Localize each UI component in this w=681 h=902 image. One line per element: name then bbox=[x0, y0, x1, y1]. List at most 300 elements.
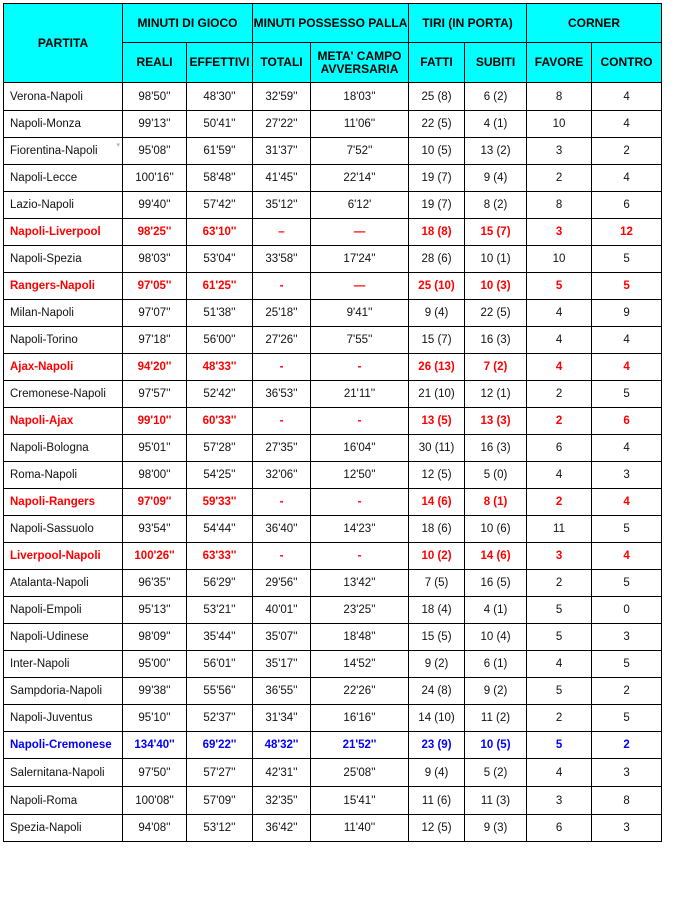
match-name: Napoli-Torino bbox=[10, 334, 78, 346]
meta-campo-cell: - bbox=[311, 408, 409, 435]
corner-contro-cell: 6 bbox=[592, 192, 662, 219]
effettivi-cell: 54'25'' bbox=[187, 462, 253, 489]
reali-cell: 95'08'' bbox=[123, 138, 187, 165]
corner-contro-cell: 5 bbox=[592, 273, 662, 300]
header-minuti-di-gioco: MINUTI DI GIOCO bbox=[123, 4, 253, 43]
effettivi-cell: 59'33'' bbox=[187, 489, 253, 516]
match-name: Napoli-Lecce bbox=[10, 172, 78, 184]
meta-campo-cell: 9'41'' bbox=[311, 300, 409, 327]
meta-campo-cell: 21'52'' bbox=[311, 732, 409, 759]
match-cell bbox=[4, 408, 123, 435]
corner-favore-cell: 2 bbox=[527, 165, 592, 192]
tiri-subiti-cell: 13 (3) bbox=[465, 408, 527, 435]
reali-cell: 97'09'' bbox=[123, 489, 187, 516]
match-name: Napoli-Cremonese bbox=[10, 739, 112, 751]
tiri-fatti-cell: 12 (5) bbox=[409, 815, 465, 842]
reali-cell: 95'10'' bbox=[123, 705, 187, 732]
match-cell bbox=[4, 759, 123, 787]
meta-campo-cell: 14'23'' bbox=[311, 516, 409, 543]
table-row bbox=[4, 408, 662, 435]
tiri-fatti-cell: 23 (9) bbox=[409, 732, 465, 759]
effettivi-cell: 55'56'' bbox=[187, 678, 253, 705]
tiri-subiti-cell: 11 (3) bbox=[465, 787, 527, 815]
meta-campo-cell: 11'40'' bbox=[311, 815, 409, 842]
dropdown-indicator-icon[interactable]: ▾ bbox=[116, 142, 120, 149]
match-name: Spezia-Napoli bbox=[10, 822, 82, 834]
corner-contro-cell: 4 bbox=[592, 83, 662, 111]
effettivi-cell: 57'27'' bbox=[187, 759, 253, 787]
tiri-subiti-cell: 6 (2) bbox=[465, 83, 527, 111]
effettivi-cell: 63'33'' bbox=[187, 543, 253, 570]
reali-cell: 100'08'' bbox=[123, 787, 187, 815]
match-cell bbox=[4, 570, 123, 597]
effettivi-cell: 57'28'' bbox=[187, 435, 253, 462]
match-name: Atalanta-Napoli bbox=[10, 577, 89, 589]
corner-favore-cell: 3 bbox=[527, 543, 592, 570]
corner-contro-cell: 3 bbox=[592, 624, 662, 651]
tiri-fatti-cell: 18 (6) bbox=[409, 516, 465, 543]
table-row bbox=[4, 273, 662, 300]
corner-favore-cell: 5 bbox=[527, 678, 592, 705]
match-cell bbox=[4, 138, 123, 165]
corner-favore-cell: 4 bbox=[527, 462, 592, 489]
table-row bbox=[4, 354, 662, 381]
match-cell bbox=[4, 787, 123, 815]
corner-contro-cell: 5 bbox=[592, 570, 662, 597]
tiri-fatti-cell: 30 (11) bbox=[409, 435, 465, 462]
tiri-subiti-cell: 16 (5) bbox=[465, 570, 527, 597]
totali-cell: - bbox=[253, 489, 311, 516]
tiri-fatti-cell: 12 (5) bbox=[409, 462, 465, 489]
match-name: Rangers-Napoli bbox=[10, 280, 95, 292]
totali-cell: 40'01'' bbox=[253, 597, 311, 624]
corner-favore-cell: 2 bbox=[527, 705, 592, 732]
tiri-subiti-cell: 5 (2) bbox=[465, 759, 527, 787]
table-row bbox=[4, 111, 662, 138]
tiri-subiti-cell: 15 (7) bbox=[465, 219, 527, 246]
corner-favore-cell: 10 bbox=[527, 246, 592, 273]
corner-favore-cell: 5 bbox=[527, 732, 592, 759]
table-row bbox=[4, 732, 662, 759]
totali-cell: - bbox=[253, 273, 311, 300]
match-cell bbox=[4, 624, 123, 651]
tiri-fatti-cell: 9 (4) bbox=[409, 759, 465, 787]
effettivi-cell: 61'59'' bbox=[187, 138, 253, 165]
corner-contro-cell: 2 bbox=[592, 678, 662, 705]
match-cell bbox=[4, 462, 123, 489]
reali-cell: 99'10'' bbox=[123, 408, 187, 435]
effettivi-cell: 35'44'' bbox=[187, 624, 253, 651]
header-meta-campo-avversaria: META' CAMPO AVVERSARIA bbox=[311, 43, 409, 83]
match-name: Napoli-Roma bbox=[10, 794, 78, 807]
match-name: Lazio-Napoli bbox=[10, 199, 74, 211]
corner-contro-cell: 3 bbox=[592, 462, 662, 489]
tiri-subiti-cell: 8 (2) bbox=[465, 192, 527, 219]
match-cell bbox=[4, 435, 123, 462]
tiri-fatti-cell: 9 (2) bbox=[409, 651, 465, 678]
reali-cell: 100'16'' bbox=[123, 165, 187, 192]
match-name: Napoli-Sassuolo bbox=[10, 523, 94, 535]
match-name: Napoli-Udinese bbox=[10, 631, 89, 643]
match-cell bbox=[4, 732, 123, 759]
table-row bbox=[4, 651, 662, 678]
match-cell bbox=[4, 678, 123, 705]
meta-campo-cell: - bbox=[311, 354, 409, 381]
match-name: Cremonese-Napoli bbox=[10, 388, 106, 400]
match-name: Salernitana-Napoli bbox=[10, 766, 105, 779]
corner-contro-cell: 0 bbox=[592, 597, 662, 624]
corner-favore-cell: 4 bbox=[527, 759, 592, 787]
tiri-fatti-cell: 10 (2) bbox=[409, 543, 465, 570]
effettivi-cell: 61'25'' bbox=[187, 273, 253, 300]
tiri-subiti-cell: 9 (4) bbox=[465, 165, 527, 192]
totali-cell: 27'26'' bbox=[253, 327, 311, 354]
effettivi-cell: 52'42'' bbox=[187, 381, 253, 408]
corner-contro-cell: 5 bbox=[592, 246, 662, 273]
tiri-subiti-cell: 6 (1) bbox=[465, 651, 527, 678]
match-name: Napoli-Rangers bbox=[10, 496, 95, 508]
corner-favore-cell: 4 bbox=[527, 354, 592, 381]
tiri-fatti-cell: 18 (4) bbox=[409, 597, 465, 624]
header-reali: REALI bbox=[123, 43, 187, 83]
tiri-subiti-cell: 16 (3) bbox=[465, 327, 527, 354]
meta-campo-cell: 12'50'' bbox=[311, 462, 409, 489]
corner-contro-cell: 3 bbox=[592, 815, 662, 842]
header-totali: TOTALI bbox=[253, 43, 311, 83]
totali-cell: 48'32'' bbox=[253, 732, 311, 759]
header-corner: CORNER bbox=[527, 4, 662, 43]
meta-campo-cell: 14'52'' bbox=[311, 651, 409, 678]
match-name: Liverpool-Napoli bbox=[10, 550, 101, 562]
totali-cell: - bbox=[253, 408, 311, 435]
effettivi-cell: 51'38'' bbox=[187, 300, 253, 327]
corner-contro-cell: 4 bbox=[592, 354, 662, 381]
corner-favore-cell: 6 bbox=[527, 815, 592, 842]
reali-cell: 95'13'' bbox=[123, 597, 187, 624]
corner-favore-cell: 2 bbox=[527, 570, 592, 597]
effettivi-cell: 48'30'' bbox=[187, 83, 253, 111]
effettivi-cell: 52'37'' bbox=[187, 705, 253, 732]
match-name: Inter-Napoli bbox=[10, 658, 70, 670]
effettivi-cell: 53'21'' bbox=[187, 597, 253, 624]
meta-campo-cell: 7'52'' bbox=[311, 138, 409, 165]
meta-campo-cell: 6'12' bbox=[311, 192, 409, 219]
totali-cell: 36'53'' bbox=[253, 381, 311, 408]
reali-cell: 97'57'' bbox=[123, 381, 187, 408]
header-tiri-in-porta: TIRI (IN PORTA) bbox=[409, 4, 527, 43]
corner-favore-cell: 10 bbox=[527, 111, 592, 138]
tiri-subiti-cell: 8 (1) bbox=[465, 489, 527, 516]
reali-cell: 98'50'' bbox=[123, 83, 187, 111]
tiri-subiti-cell: 7 (2) bbox=[465, 354, 527, 381]
tiri-subiti-cell: 9 (3) bbox=[465, 815, 527, 842]
totali-cell: 32'06'' bbox=[253, 462, 311, 489]
table-row bbox=[4, 489, 662, 516]
table-row bbox=[4, 543, 662, 570]
meta-campo-cell: - bbox=[311, 543, 409, 570]
totali-cell: 29'56'' bbox=[253, 570, 311, 597]
table-row bbox=[4, 327, 662, 354]
tiri-fatti-cell: 19 (7) bbox=[409, 192, 465, 219]
corner-favore-cell: 4 bbox=[527, 651, 592, 678]
corner-contro-cell: 3 bbox=[592, 759, 662, 787]
totali-cell: 25'18'' bbox=[253, 300, 311, 327]
reali-cell: 97'05'' bbox=[123, 273, 187, 300]
tiri-fatti-cell: 28 (6) bbox=[409, 246, 465, 273]
effettivi-cell: 48'33'' bbox=[187, 354, 253, 381]
meta-campo-cell: 21'11'' bbox=[311, 381, 409, 408]
reali-cell: 95'00'' bbox=[123, 651, 187, 678]
match-name: Napoli-Ajax bbox=[10, 415, 74, 427]
table-row bbox=[4, 435, 662, 462]
totali-cell: 35'07'' bbox=[253, 624, 311, 651]
corner-contro-cell: 2 bbox=[592, 732, 662, 759]
table-row bbox=[4, 516, 662, 543]
table-row bbox=[4, 597, 662, 624]
corner-contro-cell: 4 bbox=[592, 543, 662, 570]
totali-cell: 32'35'' bbox=[253, 787, 311, 815]
totali-cell: 31'34'' bbox=[253, 705, 311, 732]
corner-favore-cell: 5 bbox=[527, 273, 592, 300]
reali-cell: 99'38'' bbox=[123, 678, 187, 705]
tiri-fatti-cell: 22 (5) bbox=[409, 111, 465, 138]
tiri-subiti-cell: 10 (3) bbox=[465, 273, 527, 300]
match-cell bbox=[4, 111, 123, 138]
table-row bbox=[4, 759, 662, 787]
match-name: Napoli-Spezia bbox=[10, 253, 82, 265]
table-row bbox=[4, 83, 662, 111]
table-row bbox=[4, 138, 662, 165]
tiri-fatti-cell: 13 (5) bbox=[409, 408, 465, 435]
reali-cell: 99'40'' bbox=[123, 192, 187, 219]
meta-campo-cell: — bbox=[311, 273, 409, 300]
table-body bbox=[4, 83, 662, 842]
effettivi-cell: 69'22'' bbox=[187, 732, 253, 759]
tiri-fatti-cell: 9 (4) bbox=[409, 300, 465, 327]
tiri-subiti-cell: 14 (6) bbox=[465, 543, 527, 570]
reali-cell: 96'35'' bbox=[123, 570, 187, 597]
totali-cell: 41'45'' bbox=[253, 165, 311, 192]
corner-favore-cell: 11 bbox=[527, 516, 592, 543]
meta-campo-cell: 23'25'' bbox=[311, 597, 409, 624]
totali-cell: 31'37'' bbox=[253, 138, 311, 165]
match-name: Roma-Napoli bbox=[10, 469, 78, 481]
corner-favore-cell: 5 bbox=[527, 597, 592, 624]
meta-campo-cell: 16'04'' bbox=[311, 435, 409, 462]
match-name: Verona-Napoli bbox=[10, 90, 83, 103]
match-name: Ajax-Napoli bbox=[10, 361, 74, 373]
header-subiti: SUBITI bbox=[465, 43, 527, 83]
totali-cell: 27'35'' bbox=[253, 435, 311, 462]
match-name: Napoli-Juventus bbox=[10, 712, 93, 724]
match-cell bbox=[4, 354, 123, 381]
match-name: Sampdoria-Napoli bbox=[10, 685, 103, 697]
corner-favore-cell: 3 bbox=[527, 787, 592, 815]
tiri-subiti-cell: 10 (5) bbox=[465, 732, 527, 759]
table-row bbox=[4, 462, 662, 489]
tiri-subiti-cell: 9 (2) bbox=[465, 678, 527, 705]
table-row bbox=[4, 246, 662, 273]
effettivi-cell: 53'12'' bbox=[187, 815, 253, 842]
match-cell bbox=[4, 165, 123, 192]
match-name: Milan-Napoli bbox=[10, 307, 74, 319]
corner-contro-cell: 5 bbox=[592, 705, 662, 732]
corner-favore-cell: 8 bbox=[527, 83, 592, 111]
corner-contro-cell: 6 bbox=[592, 408, 662, 435]
reali-cell: 97'50'' bbox=[123, 759, 187, 787]
tiri-fatti-cell: 25 (10) bbox=[409, 273, 465, 300]
table-row bbox=[4, 624, 662, 651]
match-cell bbox=[4, 83, 123, 111]
tiri-fatti-cell: 18 (8) bbox=[409, 219, 465, 246]
tiri-fatti-cell: 10 (5) bbox=[409, 138, 465, 165]
match-cell bbox=[4, 381, 123, 408]
totali-cell: 35'12'' bbox=[253, 192, 311, 219]
totali-cell: 36'42'' bbox=[253, 815, 311, 842]
corner-contro-cell: 4 bbox=[592, 111, 662, 138]
meta-campo-cell: 22'14'' bbox=[311, 165, 409, 192]
table-row bbox=[4, 165, 662, 192]
tiri-fatti-cell: 15 (5) bbox=[409, 624, 465, 651]
effettivi-cell: 54'44'' bbox=[187, 516, 253, 543]
table-row bbox=[4, 787, 662, 815]
totali-cell: - bbox=[253, 543, 311, 570]
reali-cell: 99'13'' bbox=[123, 111, 187, 138]
totali-cell: 32'59'' bbox=[253, 83, 311, 111]
tiri-subiti-cell: 5 (0) bbox=[465, 462, 527, 489]
tiri-fatti-cell: 21 (10) bbox=[409, 381, 465, 408]
meta-campo-cell: 11'06'' bbox=[311, 111, 409, 138]
effettivi-cell: 57'42'' bbox=[187, 192, 253, 219]
table-row bbox=[4, 678, 662, 705]
table-row bbox=[4, 192, 662, 219]
totali-cell: – bbox=[253, 219, 311, 246]
meta-campo-cell: 16'16'' bbox=[311, 705, 409, 732]
corner-contro-cell: 5 bbox=[592, 381, 662, 408]
totali-cell: 36'55'' bbox=[253, 678, 311, 705]
totali-cell: 42'31'' bbox=[253, 759, 311, 787]
match-cell bbox=[4, 651, 123, 678]
table-header bbox=[4, 4, 662, 83]
corner-favore-cell: 2 bbox=[527, 408, 592, 435]
corner-favore-cell: 5 bbox=[527, 624, 592, 651]
tiri-fatti-cell: 14 (10) bbox=[409, 705, 465, 732]
reali-cell: 97'18'' bbox=[123, 327, 187, 354]
corner-contro-cell: 4 bbox=[592, 489, 662, 516]
match-name: Napoli-Bologna bbox=[10, 442, 89, 454]
tiri-fatti-cell: 15 (7) bbox=[409, 327, 465, 354]
effettivi-cell: 56'01'' bbox=[187, 651, 253, 678]
meta-campo-cell: 18'03'' bbox=[311, 83, 409, 111]
reali-cell: 97'07'' bbox=[123, 300, 187, 327]
totali-cell: 27'22'' bbox=[253, 111, 311, 138]
reali-cell: 94'08'' bbox=[123, 815, 187, 842]
header-contro: CONTRO bbox=[592, 43, 662, 83]
corner-contro-cell: 5 bbox=[592, 516, 662, 543]
tiri-fatti-cell: 24 (8) bbox=[409, 678, 465, 705]
tiri-subiti-cell: 22 (5) bbox=[465, 300, 527, 327]
meta-campo-cell: - bbox=[311, 489, 409, 516]
reali-cell: 98'00'' bbox=[123, 462, 187, 489]
match-cell bbox=[4, 300, 123, 327]
effettivi-cell: 56'29'' bbox=[187, 570, 253, 597]
corner-contro-cell: 12 bbox=[592, 219, 662, 246]
meta-campo-cell: 17'24'' bbox=[311, 246, 409, 273]
tiri-fatti-cell: 19 (7) bbox=[409, 165, 465, 192]
effettivi-cell: 63'10'' bbox=[187, 219, 253, 246]
meta-campo-cell: 22'26'' bbox=[311, 678, 409, 705]
tiri-fatti-cell: 14 (6) bbox=[409, 489, 465, 516]
reali-cell: 98'25'' bbox=[123, 219, 187, 246]
match-cell bbox=[4, 219, 123, 246]
corner-contro-cell: 4 bbox=[592, 327, 662, 354]
totali-cell: - bbox=[253, 354, 311, 381]
effettivi-cell: 50'41'' bbox=[187, 111, 253, 138]
tiri-subiti-cell: 10 (6) bbox=[465, 516, 527, 543]
tiri-subiti-cell: 10 (4) bbox=[465, 624, 527, 651]
match-cell bbox=[4, 543, 123, 570]
reali-cell: 98'03'' bbox=[123, 246, 187, 273]
corner-contro-cell: 2 bbox=[592, 138, 662, 165]
tiri-subiti-cell: 4 (1) bbox=[465, 111, 527, 138]
totali-cell: 36'40'' bbox=[253, 516, 311, 543]
corner-favore-cell: 4 bbox=[527, 300, 592, 327]
match-cell bbox=[4, 246, 123, 273]
tiri-subiti-cell: 16 (3) bbox=[465, 435, 527, 462]
effettivi-cell: 57'09'' bbox=[187, 787, 253, 815]
match-cell bbox=[4, 489, 123, 516]
reali-cell: 94'20'' bbox=[123, 354, 187, 381]
reali-cell: 134'40'' bbox=[123, 732, 187, 759]
table-row bbox=[4, 815, 662, 842]
corner-favore-cell: 4 bbox=[527, 327, 592, 354]
effettivi-cell: 60'33'' bbox=[187, 408, 253, 435]
table-row bbox=[4, 219, 662, 246]
reali-cell: 100'26'' bbox=[123, 543, 187, 570]
header-favore: FAVORE bbox=[527, 43, 592, 83]
tiri-fatti-cell: 26 (13) bbox=[409, 354, 465, 381]
meta-campo-cell: — bbox=[311, 219, 409, 246]
corner-favore-cell: 2 bbox=[527, 381, 592, 408]
corner-contro-cell: 5 bbox=[592, 651, 662, 678]
table-row bbox=[4, 705, 662, 732]
header-partita: PARTITA bbox=[4, 4, 123, 83]
match-cell bbox=[4, 273, 123, 300]
corner-contro-cell: 4 bbox=[592, 165, 662, 192]
effettivi-cell: 58'48'' bbox=[187, 165, 253, 192]
corner-contro-cell: 4 bbox=[592, 435, 662, 462]
tiri-subiti-cell: 11 (2) bbox=[465, 705, 527, 732]
match-name: Napoli-Monza bbox=[10, 118, 81, 130]
tiri-subiti-cell: 12 (1) bbox=[465, 381, 527, 408]
match-name: Napoli-Empoli bbox=[10, 604, 82, 616]
table-row bbox=[4, 300, 662, 327]
effettivi-cell: 53'04'' bbox=[187, 246, 253, 273]
header-minuti-possesso-palla: MINUTI POSSESSO PALLA bbox=[253, 4, 409, 43]
tiri-fatti-cell: 25 (8) bbox=[409, 83, 465, 111]
corner-favore-cell: 2 bbox=[527, 489, 592, 516]
reali-cell: 98'09'' bbox=[123, 624, 187, 651]
match-cell bbox=[4, 327, 123, 354]
corner-contro-cell: 9 bbox=[592, 300, 662, 327]
match-name: Napoli-Liverpool bbox=[10, 226, 101, 238]
totali-cell: 33'58'' bbox=[253, 246, 311, 273]
totali-cell: 35'17'' bbox=[253, 651, 311, 678]
meta-campo-cell: 15'41'' bbox=[311, 787, 409, 815]
meta-campo-cell: 13'42'' bbox=[311, 570, 409, 597]
table-row bbox=[4, 570, 662, 597]
reali-cell: 95'01'' bbox=[123, 435, 187, 462]
